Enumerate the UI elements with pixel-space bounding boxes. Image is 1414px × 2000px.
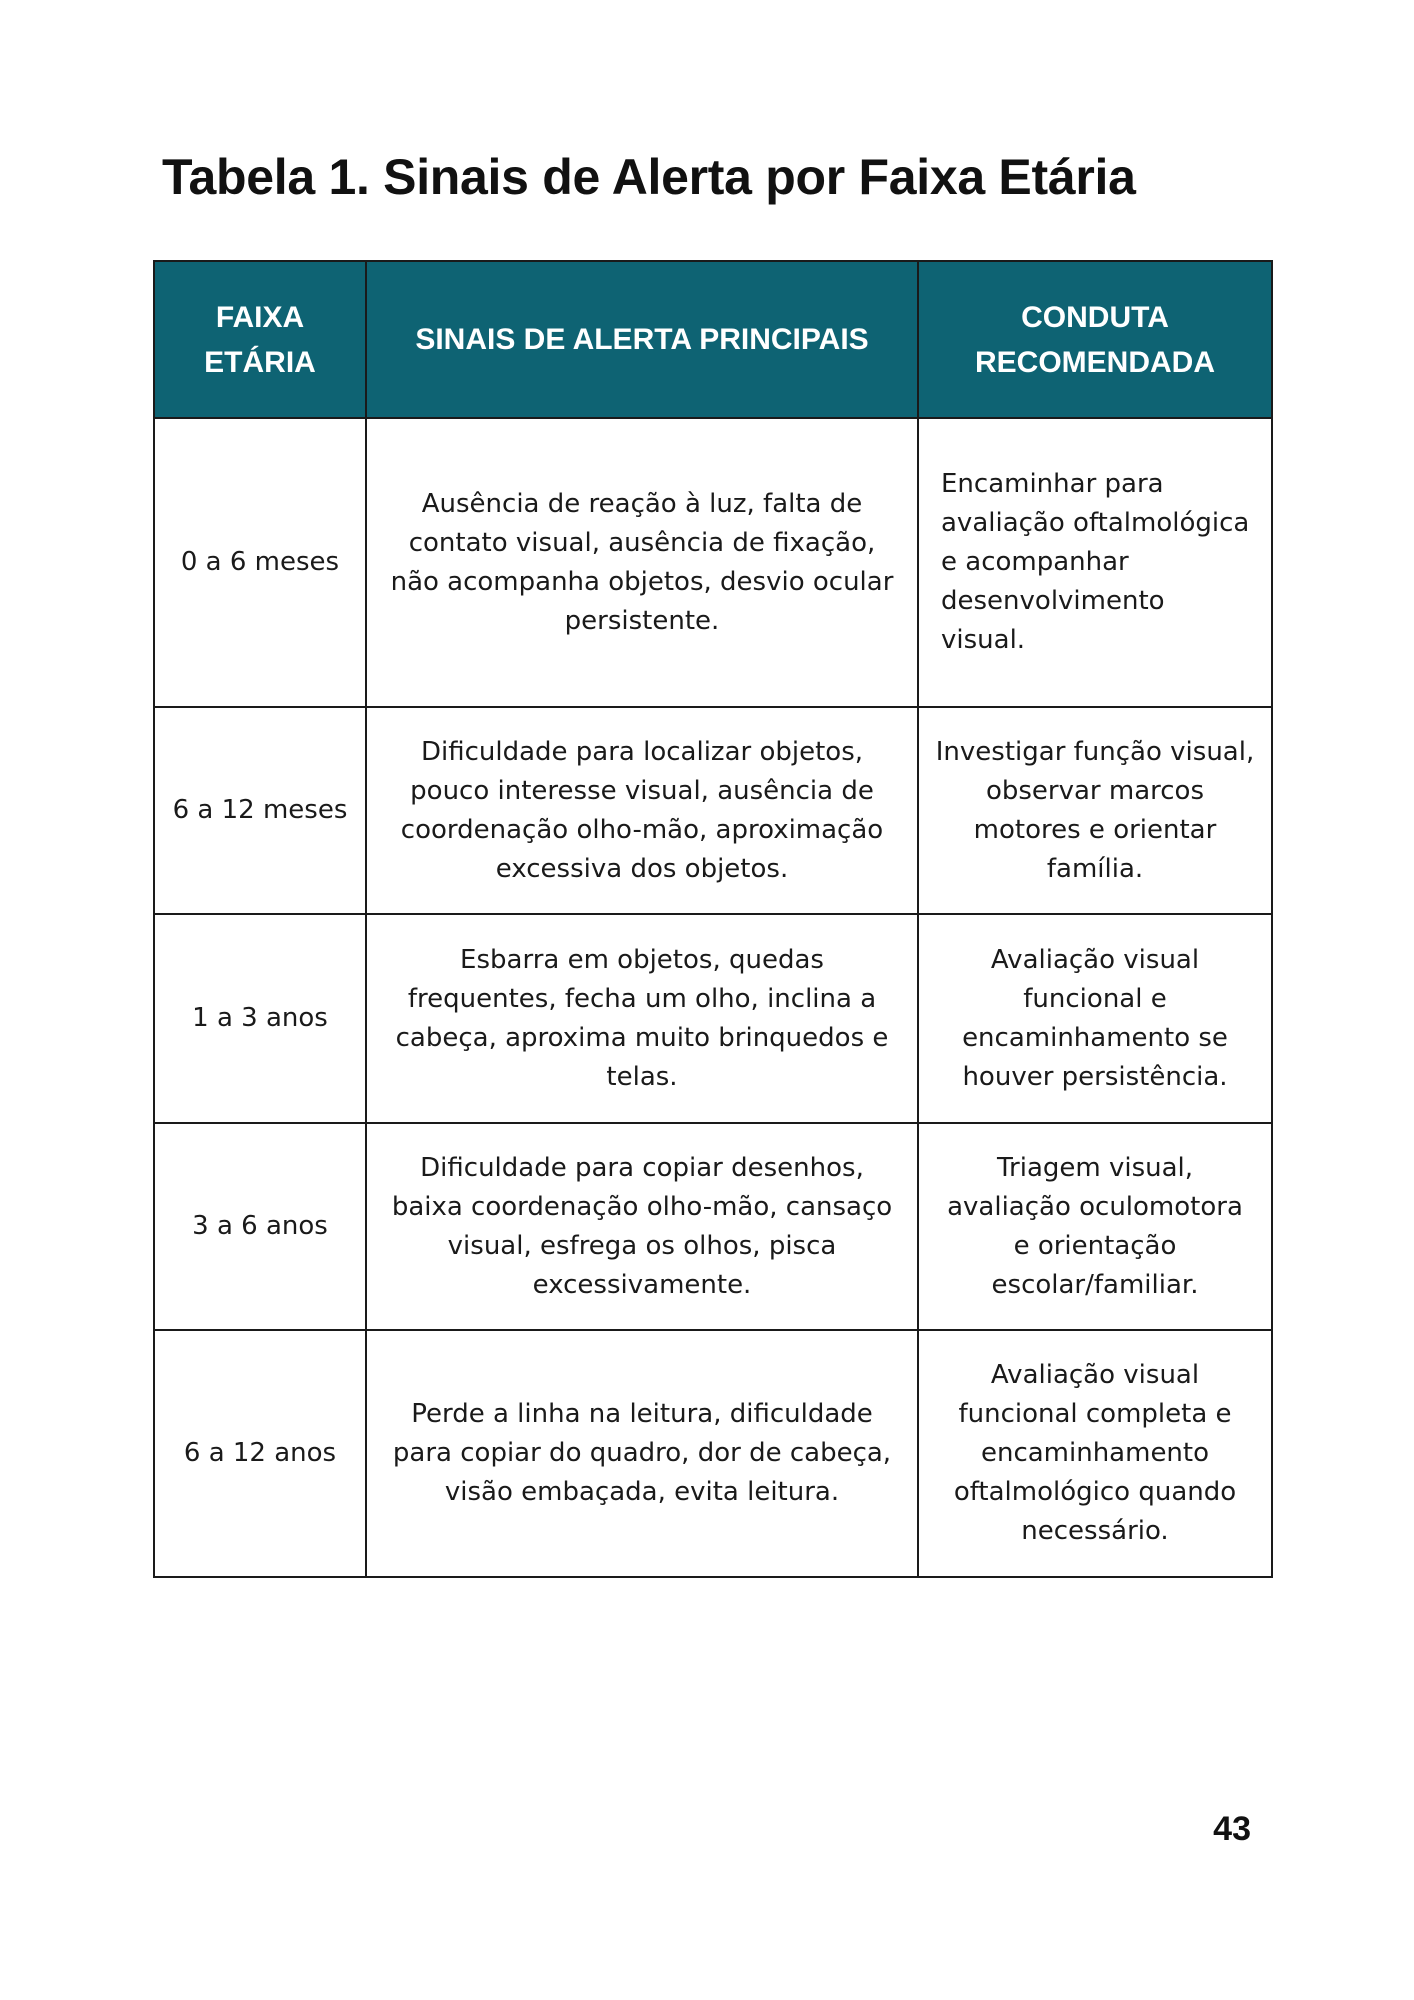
header-alert-signs: SINAIS DE ALERTA PRINCIPAIS	[366, 261, 918, 418]
table-row	[154, 1330, 1272, 1577]
alert-signs-cell: Ausência de reação à luz, falta de contato visual, ausência de fixação, não acompanha objetos, desvio ocular persistente.	[366, 418, 918, 707]
age-range-cell: 6 a 12 meses	[154, 707, 366, 914]
age-range-cell: 3 a 6 anos	[154, 1123, 366, 1330]
table-row	[154, 914, 1272, 1123]
conduct-cell: Investigar função visual, observar marcos motores e orientar família.	[918, 707, 1272, 914]
age-range-cell: 1 a 3 anos	[154, 914, 366, 1123]
conduct-cell: Avaliação visual funcional completa e encaminhamento oftalmológico quando necessário.	[918, 1330, 1272, 1577]
conduct-cell: Encaminhar para avaliação oftalmológica e acompanhar desenvolvimento visual.	[918, 418, 1272, 707]
header-recommended-conduct: CONDUTA RECOMENDADA	[918, 261, 1272, 418]
page-title: Tabela 1. Sinais de Alerta por Faixa Etária	[162, 149, 1136, 205]
header-age-range: FAIXA ETÁRIA	[154, 261, 366, 418]
table-row	[154, 418, 1272, 707]
alert-signs-cell: Dificuldade para copiar desenhos, baixa coordenação olho-mão, cansaço visual, esfrega os olhos, pisca excessivamente.	[366, 1123, 918, 1330]
age-range-cell: 0 a 6 meses	[154, 418, 366, 707]
age-range-cell: 6 a 12 anos	[154, 1330, 366, 1577]
alert-signs-table	[153, 260, 1273, 1578]
conduct-cell: Triagem visual, avaliação oculomotora e orientação escolar/familiar.	[918, 1123, 1272, 1330]
table-header-row	[154, 261, 1272, 418]
page-number: 43	[1213, 1810, 1251, 1848]
table-row	[154, 1123, 1272, 1330]
alert-signs-cell: Dificuldade para localizar objetos, pouco interesse visual, ausência de coordenação olho-mão, aproximação excessiva dos objetos.	[366, 707, 918, 914]
conduct-cell: Avaliação visual funcional e encaminhamento se houver persistência.	[918, 914, 1272, 1123]
table-row	[154, 707, 1272, 914]
alert-signs-cell: Perde a linha na leitura, dificuldade para copiar do quadro, dor de cabeça, visão embaçada, evita leitura.	[366, 1330, 918, 1577]
alert-signs-cell: Esbarra em objetos, quedas frequentes, fecha um olho, inclina a cabeça, aproxima muito brinquedos e telas.	[366, 914, 918, 1123]
